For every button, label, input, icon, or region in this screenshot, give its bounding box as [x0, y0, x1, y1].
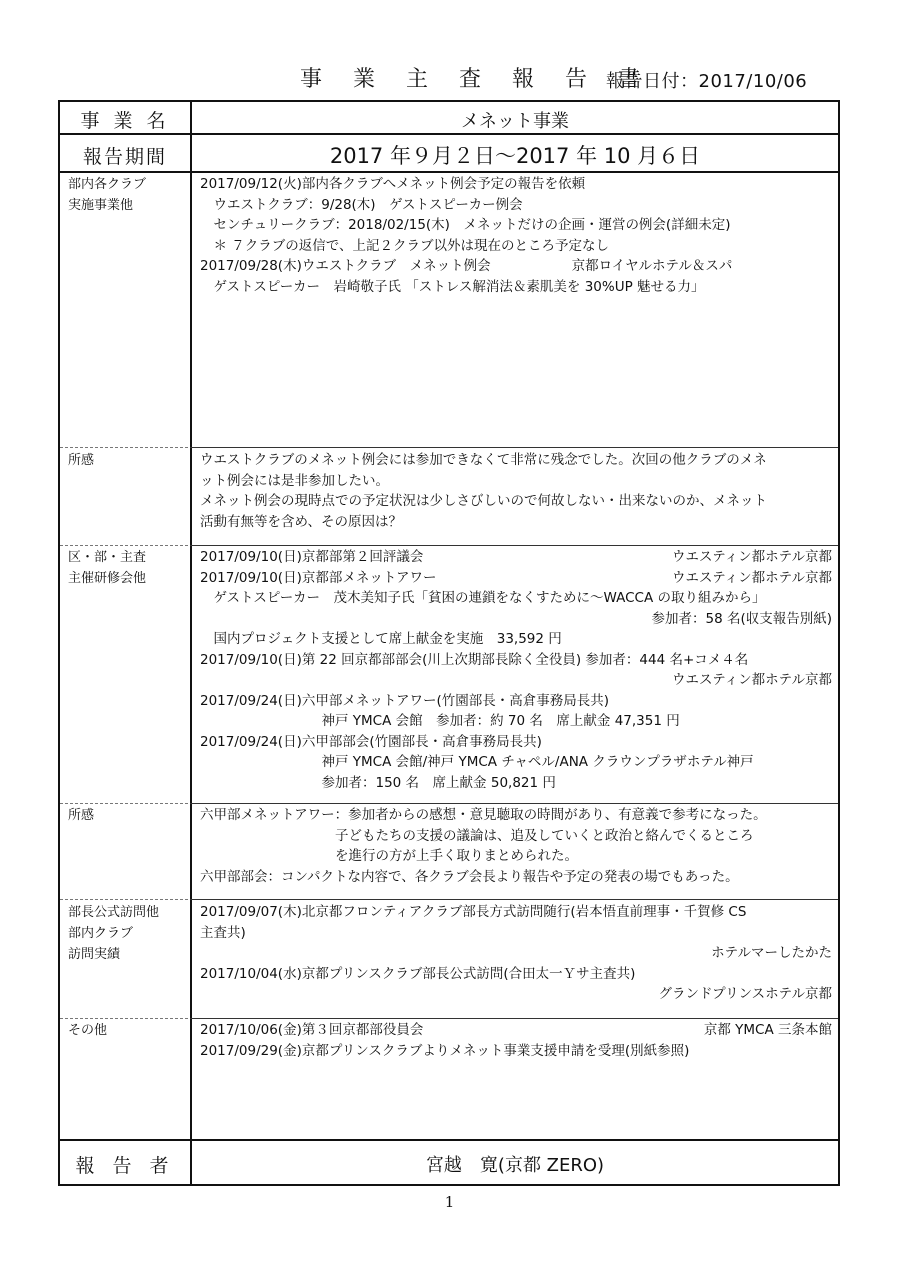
report-date: 報告日付：2017/10/06 — [606, 71, 808, 92]
district-line-place: ウエスティン都ホテル京都 — [672, 672, 832, 688]
district-label: 区・部・主査 主催研修会他 — [68, 550, 147, 586]
impression2-label: 所感 — [68, 808, 95, 823]
district-line-place: 参加者：58 名(収支報告別紙) — [651, 610, 832, 627]
impression1-body — [200, 450, 832, 532]
other-line — [200, 1020, 832, 1041]
visits-line — [200, 964, 832, 985]
divider — [60, 171, 838, 173]
district-line-text: 2017/09/24(日)六甲部メネットアワー(竹園部長・高倉事務局長共) — [200, 692, 609, 709]
visits-line — [200, 902, 832, 923]
visits-line — [200, 923, 832, 944]
district-line-text: 2017/09/10(日)京都部第２回評議会 — [200, 549, 424, 565]
visits-line-text: 2017/10/04(水)京都プリンスクラブ部長公式訪問(合田太一Ｙサ主査共) — [200, 965, 636, 982]
visits-line-place: ホテルマーしたかた — [711, 945, 832, 961]
district-line — [200, 732, 832, 753]
column-divider — [190, 102, 192, 1184]
other-line — [200, 1041, 832, 1062]
report-title: 事 業 主 査 報 告 書 — [300, 67, 652, 92]
project-value: メネット事業 — [461, 111, 569, 132]
section-divider — [60, 899, 838, 900]
district-line — [200, 588, 832, 609]
section-divider — [60, 1018, 838, 1019]
district-body — [200, 547, 832, 793]
district-line — [200, 752, 832, 773]
district-line-text: 参加者：150 名 席上献金 50,821 円 — [200, 774, 556, 791]
district-line-place: ウエスティン都ホテル京都 — [672, 549, 832, 565]
district-line-text: 神戸 YMCA 会館/神戸 YMCA チャペル/ANA クラウンプラザホテル神戸 — [200, 754, 754, 770]
district-line — [200, 568, 832, 589]
district-line-text: ゲストスピーカー 茂木美知子氏「貧困の連鎖をなくすために～WACCA の取り組みから」 — [200, 590, 766, 606]
reporter-value: 宮越 寛(京都 ZERO) — [425, 1155, 605, 1176]
district-line-text: 2017/09/10(日)京都部メネットアワー — [200, 569, 437, 586]
impression1-label: 所感 — [68, 453, 95, 468]
visits-line — [200, 984, 832, 1005]
visits-line-text: 2017/09/07(木)北京都フロンティアクラブ部長方式訪問随行(岩本悟直前理事・千賀修 CS — [200, 904, 747, 920]
club-line: センチュリークラブ：2018/02/15(木) メネットだけの企画・運営の例会(詳細未定) — [200, 217, 731, 233]
club-line: ゲストスピーカー 岩崎敬子氏 「ストレス解消法＆素肌美を 30%UP 魅せる力」 — [200, 278, 705, 295]
club-section-label: 部内各クラブ 実施事業他 — [68, 177, 147, 213]
other-line-text: 2017/10/06(金)第３回京都部役員会 — [200, 1022, 424, 1038]
district-line — [200, 691, 832, 712]
district-line — [200, 711, 832, 732]
impression1-line: ウエストクラブのメネット例会には参加できなくて非常に残念でした。次回の他クラブのメネ — [200, 452, 767, 468]
section-divider — [60, 447, 838, 448]
period-value: 2017 年９月２日～2017 年 10 月６日 — [329, 144, 701, 168]
district-line-text: 神戸 YMCA 会館 参加者：約 70 名 席上献金 47,351 円 — [200, 713, 680, 729]
district-line-text: 国内プロジェクト支援として席上献金を実施 33,592 円 — [200, 631, 562, 647]
other-body — [200, 1020, 832, 1061]
district-line-text: 2017/09/24(日)六甲部部会(竹園部長・高倉事務局長共) — [200, 733, 542, 750]
impression1-line: 活動有無等を含め、その原因は？ — [200, 513, 402, 530]
reporter-label: 報 告 者 — [75, 1155, 175, 1177]
visits-label: 部長公式訪問他 部内クラブ 訪問実績 — [68, 905, 160, 962]
other-line-place: 京都 YMCA 三条本館 — [703, 1022, 832, 1038]
period-label: 報告期間 — [82, 146, 167, 168]
impression1-line: ット例会には是非参加したい。 — [200, 472, 389, 489]
impression2-body — [200, 805, 832, 887]
visits-line-place: グランドプリンスホテル京都 — [658, 986, 832, 1002]
page-number: 1 — [444, 1193, 455, 1211]
divider — [60, 133, 838, 135]
district-line — [200, 670, 832, 691]
impression2-line: 六甲部メネットアワー：参加者からの感想・意見聴取の時間があり、有意義で参考になった。 — [200, 807, 767, 823]
impression2-line: を進行の方が上手く取りまとめられた。 — [200, 848, 578, 864]
club-line: ＊ ７クラブの返信で、上記２クラブ以外は現在のところ予定なし — [200, 237, 610, 254]
impression2-line: 六甲部部会：コンパクトな内容で、各クラブ会長より報告や予定の発表の場でもあった。 — [200, 868, 739, 885]
district-line — [200, 547, 832, 568]
district-line — [200, 773, 832, 794]
impression1-line: メネット例会の現時点での予定状況は少しさびしいので何故しない・出来ないのか、メネット — [200, 493, 767, 509]
section-divider — [60, 803, 838, 804]
impression2-line: 子どもたちの支援の議論は、追及していくと政治と絡んでくるところ — [200, 827, 754, 844]
district-line — [200, 629, 832, 650]
district-line — [200, 650, 832, 671]
other-label: その他 — [68, 1023, 108, 1038]
club-line: 2017/09/28(木)ウエストクラブ メネット例会 京都ロイヤルホテル＆スパ — [200, 258, 733, 274]
visits-line-text: 主査共) — [200, 924, 246, 941]
visits-body — [200, 902, 832, 1005]
district-line-place: ウエスティン都ホテル京都 — [672, 569, 832, 586]
district-line-text: 2017/09/10(日)第 22 回京都部部会(川上次期部長除く全役員) 参加者：444 名+コメ４名 — [200, 651, 749, 668]
divider — [60, 1139, 838, 1141]
club-line: ウエストクラブ：9/28(木) ゲストスピーカー例会 — [200, 196, 523, 213]
club-section-body — [200, 174, 832, 297]
section-divider — [60, 545, 838, 546]
visits-line — [200, 943, 832, 964]
other-line-text: 2017/09/29(金)京都プリンスクラブよりメネット事業支援申請を受理(別紙参照) — [200, 1042, 690, 1059]
club-line: 2017/09/12(火)部内各クラブへメネット例会予定の報告を依頼 — [200, 176, 586, 192]
report-table — [58, 100, 840, 1186]
district-line — [200, 609, 832, 630]
project-label: 事 業 名 — [80, 110, 170, 132]
